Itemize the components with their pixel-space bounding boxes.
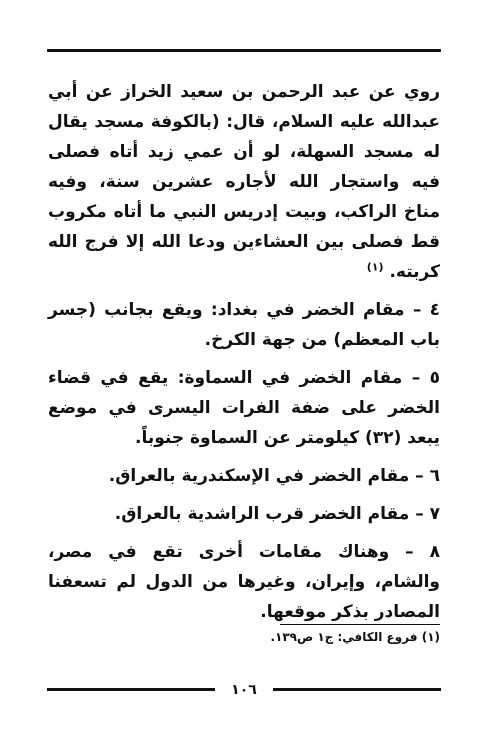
paragraph-other-shrines: ٨ – وهناك مقامات أخرى تقع في مصر، والشام، وإيران، وغيرها من الدول لم تسعفنا المصادر بذكر موقعها. [48, 542, 440, 622]
main-text [48, 77, 440, 635]
footer-rule-right [273, 688, 441, 691]
paragraph-samawa: ٥ – مقام الخضر في السماوة: يقع في قضاء الخضر على ضفة الفرات اليسرى في موضع يبعد (٣٢) كيلومتر عن السماوة جنوباً. [48, 368, 440, 448]
paragraph-rashidiya: ٧ – مقام الخضر قرب الراشدية بالعراق. [114, 504, 440, 524]
top-rule [47, 49, 441, 52]
footnote: (١) فروع الكافي: ج١ ص١٣٩. [270, 630, 440, 644]
page-number: ١٠٦ [231, 682, 257, 698]
paragraph-text: روي عن عبد الرحمن بن سعيد الخراز عن أبي عبدالله عليه السلام، قال: (بالكوفة مسجد يقال له مسجد السهلة، لو أن عمي زيد أتاه فصلى فيه واستجار الله لأجاره عشرين سنة، وفيه مناخ الراكب، وبيت إدريس النبي ما أتاه مكروب قط فصلى بين العشاءين ودعا الله إلا فرج الله كربته. [48, 82, 440, 282]
footnote-separator [280, 624, 440, 625]
paragraph-hadith [48, 77, 440, 287]
page-footer [47, 680, 441, 700]
paragraph-iskandariya: ٦ – مقام الخضر في الإسكندرية بالعراق. [108, 466, 440, 486]
footnote-marker: (١) [366, 260, 384, 274]
paragraph-baghdad: ٤ – مقام الخضر في بغداد: ويقع بجانب (جسر باب المعظم) من جهة الكرخ. [48, 300, 440, 350]
